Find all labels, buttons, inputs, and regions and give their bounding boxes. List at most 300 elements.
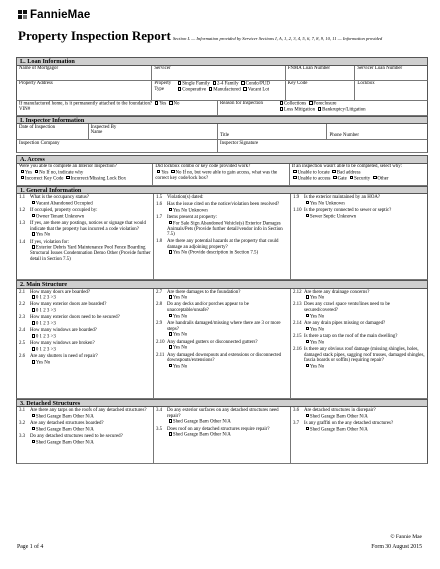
inspection-date-label: Date of Inspection bbox=[19, 124, 56, 130]
question-number: 3.6 bbox=[293, 408, 300, 413]
lockbox-yes-checkbox[interactable] bbox=[157, 170, 161, 174]
bad-address-checkbox[interactable] bbox=[332, 170, 336, 174]
question-item bbox=[154, 202, 290, 213]
option-label: Vacant Lot bbox=[247, 87, 270, 93]
foreclosure-checkbox[interactable] bbox=[309, 101, 313, 105]
question-body bbox=[30, 315, 153, 326]
signature-label: Inspector Signature bbox=[220, 140, 259, 146]
question-options[interactable] bbox=[30, 414, 151, 420]
option-labels: Yes No bbox=[309, 295, 325, 301]
question-body bbox=[304, 408, 427, 419]
question-item bbox=[291, 290, 427, 301]
option-labels: Yes No bbox=[309, 326, 325, 332]
question-number: 2.13 bbox=[293, 302, 302, 308]
question-body bbox=[30, 408, 153, 419]
option-labels: Shed Garage Barn Other N/A bbox=[35, 439, 94, 445]
question-text: Any damaged downspouts and extensions or disconnected downspouts/extensions? bbox=[167, 352, 282, 364]
question-body bbox=[167, 239, 290, 256]
question-number: 3.4 bbox=[156, 408, 163, 413]
unable-access-checkbox[interactable] bbox=[293, 176, 297, 180]
question-text: If occupied, property occupied by: bbox=[30, 207, 98, 213]
inspection-form bbox=[16, 57, 428, 464]
gate-checkbox[interactable] bbox=[333, 176, 337, 180]
option-labels: Yes No Unknown bbox=[172, 207, 208, 213]
option-label: 2-4 Family bbox=[216, 81, 239, 87]
question-text: Do any exterior surfaces on any detached structures need repair? bbox=[167, 408, 279, 419]
question-item bbox=[17, 240, 153, 263]
option-labels: Yes No bbox=[172, 364, 188, 370]
option-labels: 0 1 2 3 >3 bbox=[35, 334, 56, 340]
option-label: Single Family bbox=[182, 81, 210, 87]
option-labels: Yes No Unknown bbox=[309, 200, 345, 206]
question-text: If no, indicate why bbox=[46, 170, 84, 176]
structure-column-3 bbox=[291, 289, 427, 398]
option-labels: Yes No bbox=[309, 339, 325, 345]
question-text: Do any detached structures need to be secured? bbox=[30, 433, 123, 439]
option-labels: Yes No bbox=[172, 345, 188, 351]
condo-pud-checkbox[interactable] bbox=[241, 81, 245, 85]
general-questions bbox=[16, 194, 428, 280]
question-text: Has the issue cited on the notice/violation been resolved? bbox=[167, 202, 280, 208]
question-text: Did lockbox combo or key code provided work? bbox=[155, 164, 251, 170]
question-number: 2.9 bbox=[156, 321, 163, 327]
option-label: Cooperative bbox=[182, 87, 207, 93]
question-text: Are there any tarps on the roofs of any detached structures? bbox=[30, 408, 147, 413]
option-checkbox[interactable] bbox=[306, 364, 310, 368]
option-checkbox[interactable] bbox=[306, 295, 310, 299]
option-checkbox[interactable] bbox=[169, 250, 173, 254]
option-labels: Shed Garage Barn Other N/A bbox=[172, 432, 231, 438]
interior-no-checkbox[interactable] bbox=[35, 170, 39, 174]
interior-inspection-question bbox=[17, 164, 153, 185]
question-body bbox=[304, 302, 427, 319]
question-options[interactable] bbox=[30, 440, 151, 446]
question-text: If no, but were able to gain access, what was the correct key code/lock box? bbox=[155, 170, 278, 181]
servicer-field[interactable] bbox=[152, 66, 285, 80]
option-label: Other bbox=[377, 176, 389, 182]
question-item bbox=[154, 321, 290, 338]
company-label: Inspection Company bbox=[19, 140, 60, 146]
question-text: Is there a tarp on the roof of the main dwelling? bbox=[304, 334, 398, 340]
option-labels: Yes No bbox=[309, 364, 325, 370]
option-checkbox[interactable] bbox=[306, 427, 310, 431]
question-text: How many windows are broken? bbox=[30, 341, 95, 347]
option-checkbox[interactable] bbox=[32, 321, 36, 325]
question-body bbox=[167, 321, 290, 338]
manufactured-yes-checkbox[interactable] bbox=[155, 101, 159, 105]
question-body bbox=[30, 208, 153, 219]
question-number: 2.10 bbox=[156, 339, 165, 345]
option-checkbox[interactable] bbox=[169, 314, 173, 318]
question-number: 3.3 bbox=[19, 433, 26, 439]
question-text: Does roof on any detached structures require repair? bbox=[167, 426, 270, 432]
question-options[interactable] bbox=[304, 201, 425, 207]
question-options[interactable] bbox=[304, 414, 425, 420]
option-checkbox[interactable] bbox=[306, 214, 310, 218]
question-body bbox=[167, 408, 290, 425]
question-number: 2.16 bbox=[293, 347, 302, 353]
option-labels: Vacant Abandoned Occupied bbox=[35, 200, 93, 206]
question-item bbox=[291, 408, 427, 419]
option-label: Condo/PUD bbox=[245, 81, 270, 87]
question-number: 3.7 bbox=[293, 420, 300, 426]
structure-section-heading: 2. Main Structure bbox=[16, 280, 428, 289]
question-options[interactable] bbox=[30, 232, 151, 238]
question-item bbox=[154, 302, 290, 319]
option-label: Incorrect Key Code bbox=[24, 176, 64, 182]
question-number: 2.6 bbox=[19, 354, 26, 360]
option-label: Manufactured bbox=[213, 87, 241, 93]
question-number: 1.10 bbox=[293, 207, 302, 213]
option-checkbox[interactable] bbox=[32, 308, 36, 312]
question-text: How many windows are boarded? bbox=[30, 328, 97, 334]
question-item bbox=[154, 195, 290, 201]
option-label: Gate bbox=[337, 176, 347, 182]
question-item bbox=[17, 434, 153, 445]
question-number: 1.8 bbox=[156, 239, 163, 245]
question-options[interactable] bbox=[167, 345, 288, 351]
general-column-3 bbox=[291, 194, 427, 279]
question-body bbox=[167, 290, 290, 301]
question-item bbox=[17, 208, 153, 219]
option-labels: Sewer Septic Unknown bbox=[309, 213, 357, 219]
option-checkbox[interactable] bbox=[169, 295, 173, 299]
inspection-date-field[interactable] bbox=[17, 124, 89, 139]
loss-mitigation-checkbox[interactable] bbox=[280, 107, 284, 111]
question-body bbox=[30, 434, 153, 445]
question-body bbox=[30, 341, 153, 352]
vacant-lot-checkbox[interactable] bbox=[243, 87, 247, 91]
lockbox-field[interactable] bbox=[355, 81, 427, 100]
yes-label: Yes bbox=[159, 101, 167, 107]
servicer-loan-label: Servicer Loan Number bbox=[357, 66, 403, 72]
question-number: 3.1 bbox=[19, 408, 26, 413]
option-label: Security bbox=[353, 176, 371, 182]
lockbox-label: Lockbox bbox=[357, 81, 375, 87]
question-text: Are there damages to the foundation? bbox=[167, 289, 241, 295]
manufactured-label: If manufactured home, is it permanently attached to the foundation? bbox=[19, 101, 153, 107]
question-options[interactable] bbox=[30, 360, 151, 366]
question-text: If yes, are there any postings, notices or signage that would indicate that the property has incurred a code violation? bbox=[30, 220, 146, 232]
question-options[interactable] bbox=[30, 295, 151, 301]
single-family-checkbox[interactable] bbox=[178, 81, 182, 85]
question-options[interactable] bbox=[30, 245, 151, 262]
phone-field[interactable] bbox=[327, 124, 427, 139]
question-body bbox=[167, 215, 290, 238]
question-options[interactable] bbox=[30, 201, 151, 207]
question-text: How many exterior doors need to be secured? bbox=[30, 315, 120, 321]
question-text: If an inspection wasn't able to be completed, select why: bbox=[291, 164, 403, 170]
question-text: Is any graffiti on the any detached structures? bbox=[304, 420, 394, 426]
question-options[interactable] bbox=[304, 327, 425, 333]
option-checkbox[interactable] bbox=[32, 214, 36, 218]
question-body bbox=[30, 354, 153, 365]
form-number: Form 30 August 2015 bbox=[371, 544, 422, 550]
question-text: Are there any drainage concerns? bbox=[304, 289, 370, 295]
question-item bbox=[154, 290, 290, 301]
option-label: Loss Mitigation bbox=[283, 107, 316, 113]
security-checkbox[interactable] bbox=[350, 176, 354, 180]
question-options[interactable] bbox=[30, 334, 151, 340]
page-title: Property Inspection Report bbox=[18, 28, 171, 43]
question-number: 1.3 bbox=[19, 220, 26, 226]
structure-questions bbox=[16, 289, 428, 399]
general-column-1 bbox=[17, 194, 154, 279]
detached-column-1 bbox=[17, 407, 154, 463]
option-labels: 0 1 2 3 >3 bbox=[35, 308, 56, 314]
yes-label: Yes bbox=[161, 170, 169, 176]
interior-yes-checkbox[interactable] bbox=[21, 170, 25, 174]
question-text: Violation(s) dated: bbox=[167, 195, 204, 200]
question-text: Any damaged gutters or disconnected gutters? bbox=[167, 339, 258, 345]
question-body bbox=[167, 353, 290, 370]
bankruptcy-checkbox[interactable] bbox=[318, 107, 322, 111]
no-label: No bbox=[39, 170, 46, 176]
option-checkbox[interactable] bbox=[306, 340, 310, 344]
question-body bbox=[30, 302, 153, 313]
two-four-family-checkbox[interactable] bbox=[213, 81, 217, 85]
question-body bbox=[30, 421, 153, 432]
option-checkbox[interactable] bbox=[306, 414, 310, 418]
option-checkbox[interactable] bbox=[169, 345, 173, 349]
option-labels: Yes No bbox=[309, 313, 325, 319]
title-label: Title bbox=[220, 132, 230, 138]
option-labels: Yes No bbox=[35, 360, 51, 366]
option-checkbox[interactable] bbox=[169, 419, 173, 423]
question-text: Items present at property: bbox=[167, 215, 218, 221]
access-section-heading: A. Access bbox=[16, 155, 428, 164]
fnma-loan-field[interactable] bbox=[286, 66, 356, 80]
question-options[interactable] bbox=[167, 314, 288, 320]
question-number: 2.8 bbox=[156, 302, 163, 308]
option-label: Unable to locate bbox=[297, 170, 330, 176]
signature-field[interactable] bbox=[218, 140, 427, 152]
question-item bbox=[17, 221, 153, 238]
question-body bbox=[167, 427, 290, 438]
question-item bbox=[17, 302, 153, 313]
question-item bbox=[17, 354, 153, 365]
detached-questions bbox=[16, 407, 428, 464]
question-options[interactable] bbox=[304, 314, 425, 320]
detached-section-heading: 3. Detached Structures bbox=[16, 399, 428, 408]
reason-field bbox=[218, 101, 427, 115]
servicer-label: Servicer bbox=[154, 66, 171, 72]
reason-label: Reason for Inspection bbox=[220, 101, 263, 107]
question-number: 2.3 bbox=[19, 315, 26, 321]
question-item bbox=[154, 215, 290, 238]
question-options[interactable] bbox=[167, 221, 288, 238]
question-text: How many exterior doors are boarded? bbox=[30, 302, 107, 308]
option-labels: Yes No (Provide description in Section 7.5) bbox=[172, 250, 259, 256]
question-item bbox=[291, 421, 427, 432]
inspected-by-field[interactable] bbox=[89, 124, 218, 139]
question-options[interactable] bbox=[167, 419, 288, 425]
key-code-label: Key Code bbox=[287, 81, 308, 87]
option-label: Bad address bbox=[336, 170, 361, 176]
detached-column-2 bbox=[154, 407, 291, 463]
incorrect-key-code-checkbox[interactable] bbox=[21, 176, 25, 180]
question-body bbox=[167, 302, 290, 319]
question-body bbox=[304, 421, 427, 432]
general-column-2 bbox=[154, 194, 291, 279]
option-checkbox[interactable] bbox=[169, 221, 173, 225]
option-checkbox[interactable] bbox=[306, 314, 310, 318]
detached-column-3 bbox=[291, 407, 427, 463]
page-footer bbox=[16, 534, 428, 566]
option-labels: 0 1 2 3 >3 bbox=[35, 295, 56, 301]
option-checkbox[interactable] bbox=[306, 327, 310, 331]
property-type-field bbox=[152, 81, 285, 100]
question-text: How many doors are boarded? bbox=[30, 289, 91, 295]
question-item bbox=[154, 353, 290, 370]
vin-label: VIN# bbox=[19, 107, 31, 113]
inspection-incomplete-question bbox=[290, 164, 427, 185]
option-checkbox[interactable] bbox=[169, 364, 173, 368]
option-checkbox[interactable] bbox=[32, 201, 36, 205]
question-item bbox=[154, 408, 290, 425]
option-labels: Exterior Debris Yard Maintenance Pool Fence Boarding Structural Issues Condemnation Demo Other (Provide further detail in Section 7.5) bbox=[30, 245, 151, 262]
question-options[interactable] bbox=[304, 364, 425, 370]
question-item bbox=[154, 427, 290, 438]
question-options[interactable] bbox=[304, 214, 425, 220]
question-options[interactable] bbox=[167, 364, 288, 370]
question-body bbox=[167, 195, 290, 201]
question-item bbox=[291, 302, 427, 319]
question-item bbox=[17, 195, 153, 206]
option-checkbox[interactable] bbox=[169, 332, 173, 336]
question-body bbox=[167, 202, 290, 213]
question-text: Do any decks and/or porches appear to be unacceptable/unsafe? bbox=[167, 302, 249, 314]
option-checkbox[interactable] bbox=[32, 427, 36, 431]
option-checkbox[interactable] bbox=[32, 295, 36, 299]
option-checkbox[interactable] bbox=[32, 334, 36, 338]
question-item bbox=[17, 408, 153, 419]
question-options[interactable] bbox=[167, 250, 288, 256]
address-label: Property Address bbox=[19, 81, 53, 87]
question-text: Were you able to complete an Interior Inspection? bbox=[19, 164, 117, 170]
option-checkbox[interactable] bbox=[169, 208, 173, 212]
option-labels: Shed Garage Barn Other N/A bbox=[35, 426, 94, 432]
option-checkbox[interactable] bbox=[32, 245, 36, 249]
structure-column-2 bbox=[154, 289, 291, 398]
question-text: Are there any potential hazards at the property that could damage an adjoining property? bbox=[167, 239, 279, 250]
question-text: Are handrails damaged/missing where there are 3 or more steps? bbox=[167, 321, 281, 332]
option-labels: For Sale Sign Abandoned Vehicle(s) Exterior Damages Animals/Pets (Provide further detail/vendor info in Section 7.5) bbox=[167, 220, 283, 238]
mortgagor-label: Name of Mortgagor bbox=[19, 66, 59, 72]
question-options[interactable] bbox=[30, 347, 151, 353]
option-label: Collections bbox=[283, 101, 307, 107]
option-labels: Shed Garage Barn Other N/A bbox=[35, 413, 94, 419]
manufactured-question bbox=[17, 101, 218, 115]
mortgagor-field[interactable] bbox=[17, 66, 152, 80]
no-label: No bbox=[173, 101, 180, 107]
question-number: 2.5 bbox=[19, 341, 26, 347]
question-number: 1.7 bbox=[156, 215, 163, 221]
question-number: 2.4 bbox=[19, 328, 26, 334]
question-options[interactable] bbox=[167, 208, 288, 214]
question-options[interactable] bbox=[30, 308, 151, 314]
option-checkbox[interactable] bbox=[32, 414, 36, 418]
question-options[interactable] bbox=[304, 295, 425, 301]
option-checkbox[interactable] bbox=[32, 347, 36, 351]
question-number: 2.15 bbox=[293, 334, 302, 340]
question-text: Are any detached structures boarded? bbox=[30, 420, 104, 426]
question-item bbox=[17, 328, 153, 339]
question-options[interactable] bbox=[304, 340, 425, 346]
cooperative-checkbox[interactable] bbox=[178, 87, 182, 91]
question-number: 1.5 bbox=[156, 195, 163, 200]
question-options[interactable] bbox=[30, 214, 151, 220]
inspector-section-heading: I. Inspector Information bbox=[16, 116, 428, 125]
option-label: Foreclosure bbox=[313, 101, 337, 107]
option-labels: Yes No bbox=[172, 295, 188, 301]
option-labels: 0 1 2 3 >3 bbox=[35, 347, 56, 353]
question-number: 2.14 bbox=[293, 321, 302, 327]
no-label: No bbox=[175, 170, 182, 176]
question-number: 2.1 bbox=[19, 289, 26, 295]
collections-checkbox[interactable] bbox=[280, 101, 284, 105]
option-checkbox[interactable] bbox=[32, 232, 36, 236]
option-labels: Yes No bbox=[172, 313, 188, 319]
question-options[interactable] bbox=[167, 295, 288, 301]
question-options[interactable] bbox=[30, 321, 151, 327]
option-checkbox[interactable] bbox=[32, 360, 36, 364]
question-body bbox=[30, 290, 153, 301]
manufactured-checkbox[interactable] bbox=[209, 87, 213, 91]
question-item bbox=[17, 315, 153, 326]
address-field[interactable] bbox=[17, 81, 152, 100]
question-options[interactable] bbox=[167, 432, 288, 438]
question-item bbox=[291, 195, 427, 206]
missing-lockbox-checkbox[interactable] bbox=[66, 176, 70, 180]
title-field[interactable] bbox=[218, 124, 327, 139]
phone-label: Phone Number bbox=[329, 132, 359, 138]
question-body bbox=[30, 195, 153, 206]
question-options[interactable] bbox=[167, 332, 288, 338]
option-checkbox[interactable] bbox=[306, 201, 310, 205]
question-item bbox=[17, 341, 153, 352]
unable-locate-checkbox[interactable] bbox=[293, 170, 297, 174]
question-number: 1.1 bbox=[19, 195, 26, 200]
question-number: 1.6 bbox=[156, 202, 163, 208]
logo-text: FannieMae bbox=[30, 9, 91, 21]
page-number: Page 1 of 4 bbox=[17, 544, 44, 550]
question-options[interactable] bbox=[304, 427, 425, 433]
question-number: 1.2 bbox=[19, 207, 26, 213]
report-header bbox=[16, 6, 428, 48]
key-code-field[interactable] bbox=[286, 81, 356, 100]
question-body bbox=[304, 290, 427, 301]
company-field[interactable] bbox=[17, 140, 218, 152]
question-text: Is the exterior maintained by an HOA? bbox=[304, 195, 381, 200]
option-labels: Shed Garage Barn Other N/A bbox=[309, 413, 368, 419]
option-checkbox[interactable] bbox=[169, 432, 173, 436]
question-options[interactable] bbox=[30, 427, 151, 433]
general-section-heading: 1. General Information bbox=[16, 186, 428, 195]
option-checkbox[interactable] bbox=[32, 440, 36, 444]
servicer-loan-field[interactable] bbox=[355, 66, 427, 80]
question-body bbox=[304, 195, 427, 206]
question-text: Are any drain pipes missing or damaged? bbox=[304, 321, 386, 327]
option-labels: Yes No bbox=[35, 232, 51, 238]
option-label: Unable to access bbox=[297, 176, 331, 182]
question-item bbox=[17, 290, 153, 301]
structure-column-1 bbox=[17, 289, 154, 398]
question-text: Are any shutters in need of repair? bbox=[30, 354, 98, 360]
question-item bbox=[291, 208, 427, 219]
question-text: Is the property connected to sewer or septic? bbox=[304, 207, 392, 213]
option-labels: Shed Garage Barn Other N/A bbox=[309, 426, 368, 432]
